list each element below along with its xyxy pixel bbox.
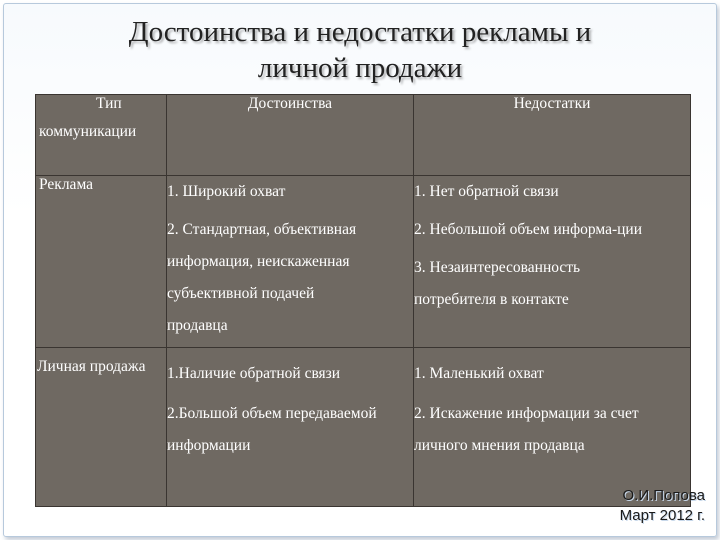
header-advantages: Достоинства xyxy=(167,95,414,176)
slide-title-line-2: личной продажи xyxy=(257,52,463,84)
comparison-table xyxy=(35,94,691,507)
header-disadvantages: Недостатки xyxy=(414,95,691,176)
list-item: субъективной подачей xyxy=(167,285,315,302)
author-date: Март 2012 г. xyxy=(619,507,705,524)
list-item: потребителя в контакте xyxy=(414,291,569,308)
row-advantages-advertising xyxy=(167,176,414,348)
table-row xyxy=(36,348,691,507)
list-item: 1.Наличие обратной связи xyxy=(167,365,341,382)
list-item: 1. Маленький охват xyxy=(414,365,544,382)
row-disadvantages-advertising xyxy=(414,176,691,348)
table-row xyxy=(36,176,691,348)
list-item: продавца xyxy=(167,317,228,334)
list-item: 3. Незаинтересованность xyxy=(414,259,581,276)
list-item: 1. Нет обратной связи xyxy=(414,183,559,200)
list-item: 2. Искажение информации за счет xyxy=(414,405,639,422)
header-type-line-2: коммуникации xyxy=(39,123,137,140)
row-type-advertising: Реклама xyxy=(36,176,167,348)
row-disadvantages-personal-selling xyxy=(414,348,691,507)
header-type xyxy=(36,95,167,176)
list-item: 2. Небольшой объем информа-ции xyxy=(414,221,643,238)
row-type-personal-selling: Личная продажа xyxy=(36,348,167,507)
list-item: 2. Стандартная, объективная xyxy=(167,221,357,238)
list-item: 1. Широкий охват xyxy=(167,183,286,200)
list-item: информации xyxy=(167,437,251,454)
list-item: 2.Большой объем передаваемой xyxy=(167,405,377,422)
author-signature xyxy=(620,486,705,526)
list-item: личного мнения продавца xyxy=(414,437,585,454)
slide-title xyxy=(40,14,680,86)
list-item: информация, неискаженная xyxy=(167,253,350,270)
table-header-row xyxy=(36,95,691,176)
author-name: О.И.Попова xyxy=(622,487,705,504)
header-type-line-1: Тип xyxy=(96,95,122,112)
slide-title-line-1: Достоинства и недостатки рекламы и xyxy=(128,16,592,48)
row-advantages-personal-selling xyxy=(167,348,414,507)
